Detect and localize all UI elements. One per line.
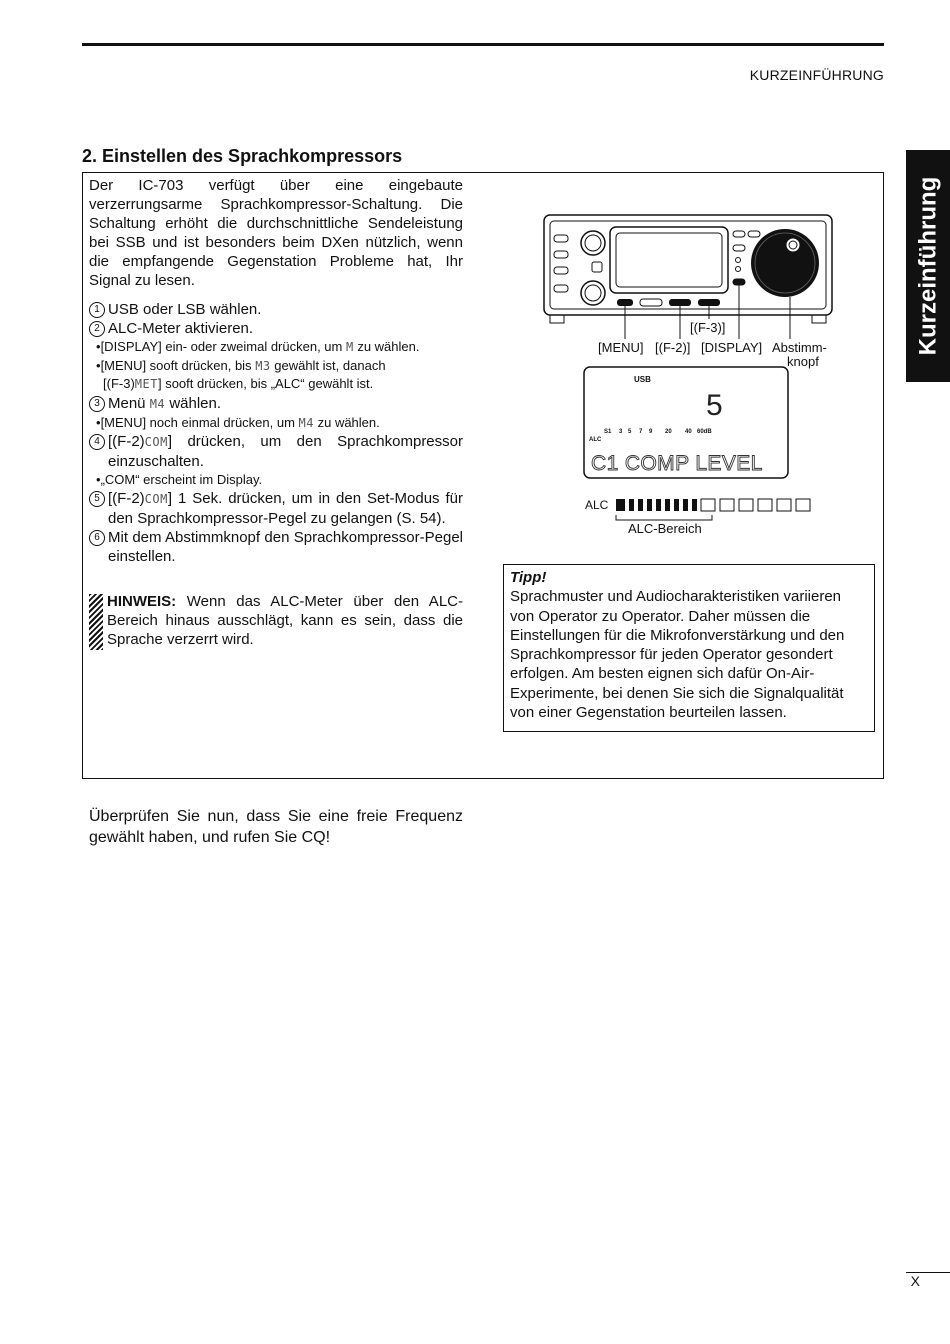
step-number: 6 [89,530,105,546]
step-4-bullet-1: •„COM“ erscheint im Display. [96,472,263,487]
lcd-symbol: COM [144,491,168,506]
step-number: 4 [89,434,105,450]
section-header-label: KURZEINFÜHRUNG [749,67,884,83]
lcd-message: C1 COMP LEVEL [591,452,763,475]
alc-segment [796,499,810,511]
step-number: 3 [89,396,105,412]
alc-meter [616,499,810,511]
knob-label-line-1: Abstimm- [772,340,827,355]
f3-key-icon [698,299,720,306]
knob-label-line-2: knopf [787,354,819,369]
step-text: [(F-2)COM] drücken, um den Sprachkompressor einzuschalten. [108,433,463,470]
step-text: ALC-Meter aktivieren. [108,320,254,337]
step-text: USB oder LSB wählen. [108,301,262,318]
tip-title: Tipp! [510,569,547,586]
display-label: [DISPLAY] [701,340,763,355]
transceiver-front-panel [544,215,832,323]
step-number: 5 [89,491,105,507]
step-number: 2 [89,321,105,337]
top-rule [82,43,884,46]
alc-segment [720,499,734,511]
alc-segment [647,499,652,511]
side-tab-label: Kurzeinführung [914,176,942,356]
alc-segment [758,499,772,511]
lcd-symbol: M3 [255,358,271,373]
alc-segment [665,499,670,511]
lcd-scale-60db: 60dB [697,429,712,435]
step-2 [89,319,463,338]
step-2-bullet-1: •[DISPLAY] ein- oder zweimal drücken, um M zu wählen. [96,339,420,354]
f3-label: [(F-3)] [690,320,726,335]
section-title: 2. Einstellen des Sprachkompressors [82,146,403,166]
alc-label: ALC [585,498,609,512]
alc-range-bracket [616,515,712,520]
f2-label: [(F-2)] [655,340,691,355]
step-5 [89,489,463,528]
alc-segment [674,499,679,511]
lcd-symbol: M [345,340,354,354]
step-3-bullet-1: •[MENU] noch einmal drücken, um M4 zu wählen. [96,414,380,430]
side-tab [906,150,950,382]
alc-segment [777,499,791,511]
menu-label: [MENU] [598,340,644,355]
tip-content [510,568,868,722]
note-text: HINWEIS: Wenn das ALC-Meter über den ALC-Bereich hinaus ausschlägt, kann es sein, dass die Sprache verzerrt wird. [107,592,463,648]
lcd-scale-3: 3 [619,429,623,435]
alc-range-label: ALC-Bereich [628,521,702,536]
alc-segment [638,499,643,511]
f2-key-icon [669,299,691,306]
step-2-bullet-2: •[MENU] sooft drücken, bis M3 gewählt ist, danach [(F-3)MET] sooft drücken, bis „ALC“ gewählt ist. [96,357,386,391]
lcd-scale-5: 5 [628,429,632,435]
tip-text: Sprachmuster und Audiocharakteristiken variieren von Operator zu Operator. Daher müssen die Einstellungen für die Mikrofonverstärkung und den Sprachkompressor für jeden Operator gesondert erfolgen. Am besten eignen sich dafür On-Air-Experimente, bei denen Sie sich die Signalqualität von einer Gegenstation beurteilen lassen. [510,588,845,722]
tuning-knob-icon [751,229,819,297]
step-4 [89,432,463,471]
step-6 [89,528,463,566]
alc-segment [629,499,634,511]
lcd-alc: ALC [589,437,602,443]
lcd-scale-s1: S1 [604,429,612,435]
lcd-scale-20: 20 [665,429,672,435]
lcd-digit: 5 [706,389,723,422]
alc-segment [683,499,688,511]
alc-segment [692,499,697,511]
step-number: 1 [89,302,105,318]
alc-segment [616,499,625,511]
lcd-symbol: M4 [149,396,166,411]
alc-segment [701,499,715,511]
instructions-column [89,176,463,650]
lcd-scale-40: 40 [685,429,692,435]
step-text: Menü M4 wählen. [108,394,222,412]
note-label: HINWEIS: [107,592,177,610]
step-3 [89,394,463,414]
step-text: Mit dem Abstimmknopf den Sprachkompressor-Pegel einstellen. [108,528,463,565]
lcd-symbol: COM [144,435,168,449]
alc-segment [739,499,753,511]
step-1 [89,300,463,319]
radio-diagram [500,205,880,545]
page-number: X [910,1273,920,1289]
lcd-scale-7: 7 [639,429,643,435]
note-block [89,592,463,650]
lcd-symbol: M4 [298,415,314,430]
lcd-mode: USB [634,375,651,384]
closing-paragraph: Überprüfen Sie nun, dass Sie eine freie Frequenz gewählt haben, und rufen Sie CQ! [89,808,463,846]
step-text: [(F-2)COM] 1 Sek. drücken, um in den Set-Modus für den Sprachkompressor-Pegel zu gelangen (S. 54). [108,489,463,527]
lcd-scale-9: 9 [649,429,653,435]
menu-key-icon [617,299,633,306]
intro-paragraph: Der IC-703 verfügt über eine eingebaute verzerrungsarme Sprachkompressor-Schaltung. Die Schaltung erhöht die durchschnittliche Sendeleistung bei SSB und ist besonders beim DXen nützlich, wenn die empfangende Gegenstation Probleme hat, Ihr Signal zu lesen. [89,177,463,289]
alc-segment [656,499,661,511]
lcd-symbol: MET [134,377,158,391]
lcd-display [584,367,788,478]
note-hatch-icon [89,594,103,650]
